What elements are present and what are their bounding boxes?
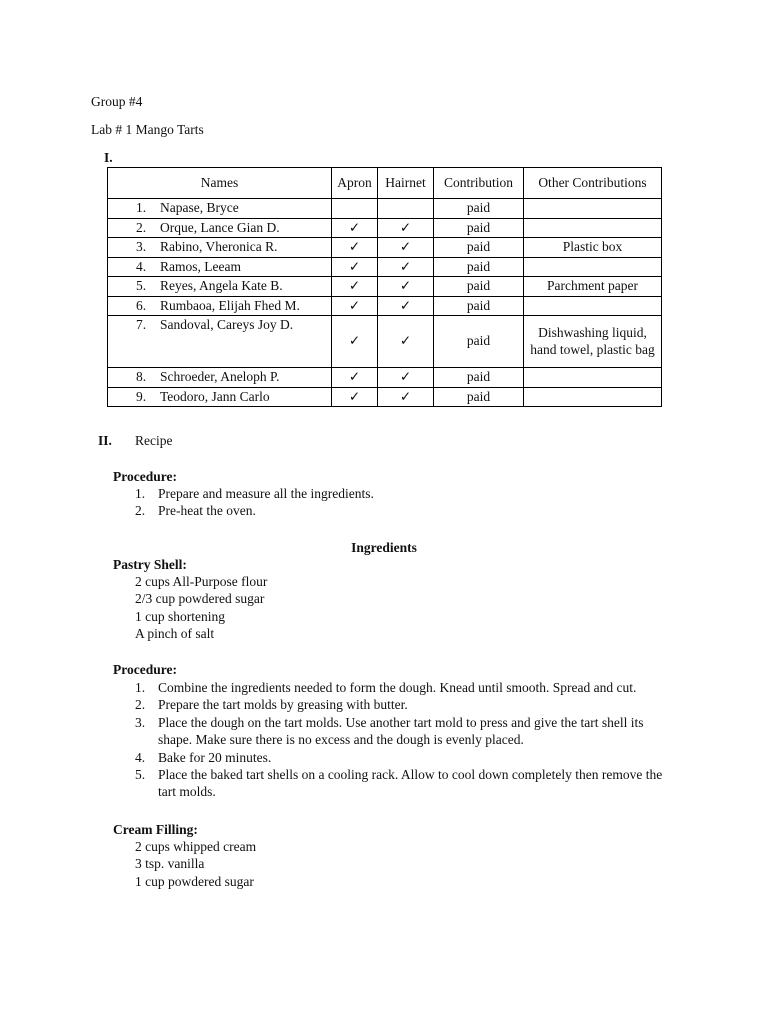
member-name-cell [108, 277, 332, 297]
member-name: Orque, Lance Gian D. [160, 219, 280, 235]
other-contribution-cell [524, 218, 662, 238]
other-contribution-cell: Parchment paper [524, 277, 662, 297]
row-number: 7. [136, 317, 147, 332]
header-other-contributions: Other Contributions [524, 168, 662, 199]
apron-check-icon: ✓ [332, 368, 378, 388]
list-item: 1 cup shortening [135, 608, 225, 624]
procedure-list [135, 485, 374, 520]
list-item: 5. Place the baked tart shells on a cooling rack. Allow to cool down completely then remove the tart molds. [135, 767, 663, 800]
row-number: 3. [136, 239, 147, 254]
hairnet-check-icon: ✓ [378, 316, 434, 368]
hairnet-check-icon: ✓ [378, 368, 434, 388]
member-name-cell [108, 199, 332, 219]
row-number: 1. [136, 200, 147, 215]
member-name-cell [108, 368, 332, 388]
member-name: Rabino, Vheronica R. [160, 239, 278, 254]
hairnet-check-icon: ✓ [378, 238, 434, 258]
hairnet-check-icon: ✓ [378, 387, 434, 407]
other-contribution-cell [524, 387, 662, 407]
row-number: 4. [136, 258, 147, 274]
member-name: Sandoval, Careys Joy D. [160, 317, 294, 332]
list-item: 2 cups All-Purpose flour [135, 574, 268, 589]
cream-ingredients-list [135, 838, 256, 890]
header-contribution: Contribution [434, 168, 524, 199]
row-number: 6. [136, 297, 147, 313]
contribution-cell: paid [434, 316, 524, 368]
table-row [108, 387, 662, 407]
member-name-cell [108, 257, 332, 277]
table-row [108, 316, 662, 368]
section-2-marker: II. [98, 433, 112, 448]
row-number: 5. [136, 278, 147, 293]
member-name: Rumbaoa, Elijah Fhed M. [160, 297, 300, 313]
row-number: 8. [136, 369, 147, 384]
list-item: A pinch of salt [135, 626, 215, 642]
contribution-cell: paid [434, 257, 524, 277]
contribution-cell: paid [434, 296, 524, 316]
list-item: 2 cups whipped cream [135, 839, 257, 854]
member-name-cell [108, 296, 332, 316]
list-item: 2. Prepare the tart molds by greasing with butter. [135, 697, 408, 713]
ingredients-heading: Ingredients [351, 540, 417, 555]
table-row [108, 218, 662, 238]
apron-check-icon: ✓ [332, 316, 378, 368]
member-name-cell [108, 218, 332, 238]
member-name-cell [108, 316, 332, 368]
table-row [108, 199, 662, 219]
member-name: Schroeder, Aneloph P. [160, 369, 280, 384]
hairnet-check-icon: ✓ [378, 257, 434, 277]
header-apron: Apron [332, 168, 378, 199]
hairnet-check-icon: ✓ [378, 218, 434, 238]
other-contribution-cell: Dishwashing liquid, hand towel, plastic bag [524, 316, 662, 368]
contribution-cell: paid [434, 218, 524, 238]
table-row [108, 296, 662, 316]
table-row [108, 277, 662, 297]
table-header-row [108, 168, 662, 199]
other-contribution-cell: Plastic box [524, 238, 662, 258]
lab-title: Lab # 1 Mango Tarts [91, 122, 204, 137]
section-1-marker: I. [104, 150, 113, 165]
table-row [108, 257, 662, 277]
hairnet-check-icon: ✓ [378, 296, 434, 316]
list-item: 3. Place the dough on the tart molds. Use another tart mold to press and give the tart shell its shape. Make sure there is no excess and the dough is evenly placed. [135, 714, 644, 748]
procedure-2-list [135, 679, 662, 801]
contribution-cell: paid [434, 277, 524, 297]
contribution-cell: paid [434, 387, 524, 407]
procedure-2-heading: Procedure: [113, 662, 177, 677]
apron-check-icon: ✓ [332, 257, 378, 277]
list-item: 1. Prepare and measure all the ingredients. [135, 486, 374, 501]
other-contribution-cell [524, 296, 662, 316]
row-number: 9. [136, 388, 147, 404]
hairnet-cell [378, 199, 434, 219]
contribution-cell: paid [434, 238, 524, 258]
member-name-cell [108, 238, 332, 258]
member-name: Reyes, Angela Kate B. [160, 278, 283, 293]
member-name: Ramos, Leeam [160, 258, 241, 274]
other-contribution-cell [524, 368, 662, 388]
members-table [107, 167, 662, 407]
other-contribution-cell [524, 257, 662, 277]
list-item: 1. Combine the ingredients needed to form the dough. Knead until smooth. Spread and cut. [135, 680, 637, 695]
contribution-cell: paid [434, 199, 524, 219]
header-names: Names [108, 168, 332, 199]
table-row [108, 238, 662, 258]
apron-check-icon: ✓ [332, 387, 378, 407]
list-item: 1 cup powdered sugar [135, 873, 254, 889]
apron-check-icon: ✓ [332, 277, 378, 297]
table-row [108, 368, 662, 388]
list-item: 2/3 cup powdered sugar [135, 591, 265, 607]
group-label: Group #4 [91, 94, 143, 109]
list-item: 2. Pre-heat the oven. [135, 503, 256, 519]
apron-check-icon: ✓ [332, 218, 378, 238]
header-hairnet: Hairnet [378, 168, 434, 199]
contribution-cell: paid [434, 368, 524, 388]
member-name: Napase, Bryce [160, 200, 239, 215]
member-name-cell [108, 387, 332, 407]
apron-check-icon: ✓ [332, 238, 378, 258]
pastry-ingredients-list [135, 573, 267, 643]
hairnet-check-icon: ✓ [378, 277, 434, 297]
apron-cell [332, 199, 378, 219]
list-item: 3 tsp. vanilla [135, 856, 205, 872]
apron-check-icon: ✓ [332, 296, 378, 316]
cream-filling-heading: Cream Filling: [113, 822, 198, 837]
pastry-shell-heading: Pastry Shell: [113, 557, 187, 572]
list-item: 4. Bake for 20 minutes. [135, 749, 272, 765]
member-name: Teodoro, Jann Carlo [160, 388, 270, 404]
row-number: 2. [136, 219, 147, 235]
other-contribution-cell [524, 199, 662, 219]
section-2-title: Recipe [135, 433, 173, 448]
procedure-heading: Procedure: [113, 469, 177, 484]
